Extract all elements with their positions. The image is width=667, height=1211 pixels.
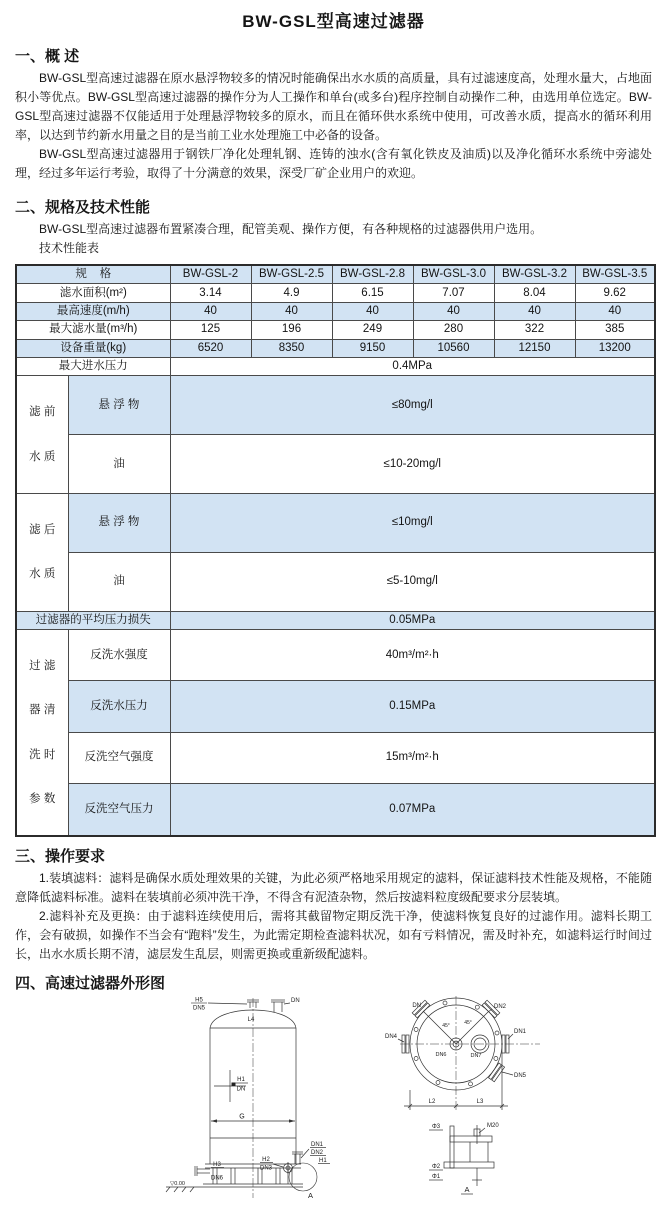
elev-label-dn5: DN5	[192, 1005, 206, 1012]
spec-row-post-oil	[16, 552, 655, 611]
value-cell: 40	[575, 302, 655, 320]
spec-table-caption: 技术性能表	[39, 241, 100, 255]
value-cell: 7.07	[413, 284, 494, 302]
elev-label-l4: L4	[247, 1017, 255, 1024]
value-cell: 0.4MPa	[170, 357, 655, 375]
value-cell: 196	[251, 321, 332, 339]
elev-label-dn3: DN3	[259, 1165, 273, 1172]
detail-label-phi3: Φ3	[431, 1124, 441, 1131]
header-cell: BW-GSL-3.2	[494, 265, 575, 284]
elev-label-dn2: DN2	[311, 1150, 324, 1157]
value-cell: 0.05MPa	[170, 611, 655, 629]
value-cell: 322	[494, 321, 575, 339]
sub-label: 油	[68, 552, 170, 611]
plan-label-l3: L3	[476, 1099, 484, 1106]
group-label-post: 滤 后 水 质	[16, 493, 68, 611]
plan-label-l2: L2	[428, 1099, 436, 1106]
outline-drawing-area	[0, 996, 667, 1211]
value-cell: 40	[332, 302, 413, 320]
drawing-heading: 四、高速过滤器外形图	[15, 975, 166, 993]
value-cell: ≤80mg/l	[170, 376, 655, 435]
operation-paragraph-1: 1.装填滤料：滤料是确保水质处理效果的关键，为此必须严格地采用规定的滤料，保证滤料技术性能及规格，不能随意降低滤料标准。滤料在装填前必须冲洗干净，不得含有泥渣杂物，然后按滤料粒度级配要求分层装填。	[15, 871, 652, 905]
elev-label-h3: H3	[213, 1162, 221, 1169]
detail-a-view	[429, 1125, 494, 1194]
spec-row-backwash-air-pressure	[16, 783, 655, 836]
group-label-pre: 滤 前 水 质	[16, 376, 68, 494]
elev-label-dn1: DN1	[311, 1142, 324, 1149]
value-cell: 40	[494, 302, 575, 320]
row-label: 最大滤水量(m³/h)	[16, 321, 170, 339]
plan-label-dn5: DN5	[514, 1073, 527, 1080]
row-label: 最高速度(m/h)	[16, 302, 170, 320]
elev-label-detail-a: A	[308, 1191, 314, 1201]
elev-label-h1-manhole: H1	[237, 1077, 245, 1084]
specs-intro: BW-GSL型高速过滤器布置紧凑合理，配管美观、操作方便，有各种规格的过滤器供用户选用。	[39, 222, 543, 236]
row-label: 最大进水压力	[16, 357, 170, 375]
header-cell: BW-GSL-2.5	[251, 265, 332, 284]
elev-label-dn-top: DN	[291, 998, 300, 1005]
sub-label: 悬 浮 物	[68, 376, 170, 435]
spec-row-inlet-pressure	[16, 357, 655, 375]
operation-heading: 三、操作要求	[15, 848, 106, 866]
value-cell: 3.14	[170, 284, 251, 302]
sub-label: 反洗水压力	[68, 681, 170, 732]
plan-label-dn1: DN1	[514, 1029, 527, 1036]
plan-label-dn2: DN2	[494, 1004, 507, 1011]
spec-row-max-flow	[16, 321, 655, 339]
header-cell: BW-GSL-2	[170, 265, 251, 284]
value-cell: 280	[413, 321, 494, 339]
detail-label-phi1: Φ1	[431, 1174, 441, 1181]
specs-heading: 二、规格及技术性能	[15, 199, 151, 216]
value-cell: 385	[575, 321, 655, 339]
elev-label-h1-bottom: H1	[319, 1158, 327, 1165]
header-cell: 规 格	[16, 265, 170, 284]
value-cell: 249	[332, 321, 413, 339]
plan-label-dn6: DN6	[435, 1052, 447, 1059]
sub-label: 反洗水强度	[68, 629, 170, 680]
sub-label: 油	[68, 435, 170, 494]
elev-label-h2: H2	[262, 1157, 270, 1164]
page-title: BW-GSL型高速过滤器	[242, 12, 425, 31]
overview-heading: 一、概 述	[15, 48, 80, 65]
elev-label-dn6: DN6	[210, 1175, 224, 1182]
elev-label-ground: ▽0.00	[170, 1181, 185, 1188]
spec-row-backwash-water-intensity	[16, 629, 655, 680]
value-cell: 8.04	[494, 284, 575, 302]
value-cell: 13200	[575, 339, 655, 357]
value-cell: 9150	[332, 339, 413, 357]
row-label: 滤水面积(m²)	[16, 284, 170, 302]
value-cell: 40	[413, 302, 494, 320]
header-cell: BW-GSL-3.0	[413, 265, 494, 284]
value-cell: 9.62	[575, 284, 655, 302]
elev-label-g: G	[239, 1113, 245, 1121]
spec-row-pre-ss	[16, 376, 655, 435]
overview-paragraph-1: BW-GSL型高速过滤器在原水悬浮物较多的情况时能确保出水水质的高质量，具有过滤速度高，处理水量大，占地面积小等优点。BW-GSL型高速过滤器的操作分为人工操作和单台(或多台)程序控制自动操作二种，由选用单位选定。BW-GSL型高速过滤器不仅能适用于处理悬浮物较多的原水，而且在循环供水系统中使用，可改善水质，提高水的循环利用率，以达到节约新水用量之目的是当前工业水处理施工中必备的设备。	[15, 71, 652, 142]
row-label: 过滤器的平均压力损失	[16, 611, 170, 629]
detail-label-title-a: A	[464, 1185, 470, 1195]
plan-view	[398, 996, 540, 1110]
sub-label: 悬 浮 物	[68, 493, 170, 552]
value-cell: 0.15MPa	[170, 681, 655, 732]
elev-label-dn-manhole: DN	[236, 1086, 246, 1093]
spec-row-pre-oil	[16, 435, 655, 494]
header-cell: BW-GSL-3.5	[575, 265, 655, 284]
spec-row-weight	[16, 339, 655, 357]
row-label: 设备重量(kg)	[16, 339, 170, 357]
overview-paragraph-2: BW-GSL型高速过滤器用于钢铁厂净化处理轧钢、连铸的浊水(含有氧化铁皮及油质)以及净化循环水系统中旁滤处理，经过多年运行考验，取得了十分满意的效果，深受厂矿企业用户的欢迎。	[15, 147, 652, 180]
plan-label-dn4: DN4	[384, 1034, 397, 1041]
spec-row-filter-area	[16, 284, 655, 302]
spec-header-row	[16, 265, 655, 284]
operation-paragraph-2: 2.滤料补充及更换：由于滤料连续使用后，需将其截留物定期反洗干净，使滤料恢复良好的过滤作用。滤料长期工作，会有破损，如操作不当会有“跑料”发生，为此需定期检查滤料状况，如有亏料情况，需及时补充，如滤料运行时间过长，出水水质长期不清，滤层发生乱层，则需更换或重新级配滤料。	[15, 909, 652, 962]
sub-label: 反洗空气强度	[68, 732, 170, 783]
detail-label-phi2: Φ2	[431, 1164, 441, 1171]
elev-label-h5: H5	[195, 997, 203, 1004]
plan-label-dn-tl: DN	[412, 1003, 421, 1010]
value-cell: 15m³/m²·h	[170, 732, 655, 783]
value-cell: 40	[251, 302, 332, 320]
value-cell: ≤10-20mg/l	[170, 435, 655, 494]
spec-table	[15, 264, 656, 837]
plan-label-angle-2: 45°	[464, 1020, 472, 1027]
spec-row-post-ss	[16, 493, 655, 552]
plan-label-dn7: DN7	[470, 1053, 482, 1060]
value-cell: 40	[170, 302, 251, 320]
value-cell: 10560	[413, 339, 494, 357]
value-cell: 8350	[251, 339, 332, 357]
detail-label-bolt: M20	[487, 1123, 499, 1130]
value-cell: 12150	[494, 339, 575, 357]
spec-row-backwash-air-intensity	[16, 732, 655, 783]
outline-drawing-svg	[0, 996, 667, 1206]
spec-row-pressure-loss	[16, 611, 655, 629]
group-label-wash: 过 滤 器 清 洗 时 参 数	[16, 629, 68, 836]
value-cell: 6.15	[332, 284, 413, 302]
sub-label: 反洗空气压力	[68, 783, 170, 836]
value-cell: ≤5-10mg/l	[170, 552, 655, 611]
header-cell: BW-GSL-2.8	[332, 265, 413, 284]
value-cell: 40m³/m²·h	[170, 629, 655, 680]
value-cell: 4.9	[251, 284, 332, 302]
value-cell: 125	[170, 321, 251, 339]
value-cell: ≤10mg/l	[170, 493, 655, 552]
plan-label-angle-1: 45°	[442, 1023, 450, 1030]
elevation-view	[166, 998, 330, 1201]
spec-row-backwash-water-pressure	[16, 681, 655, 732]
value-cell: 6520	[170, 339, 251, 357]
spec-row-max-speed	[16, 302, 655, 320]
value-cell: 0.07MPa	[170, 783, 655, 836]
